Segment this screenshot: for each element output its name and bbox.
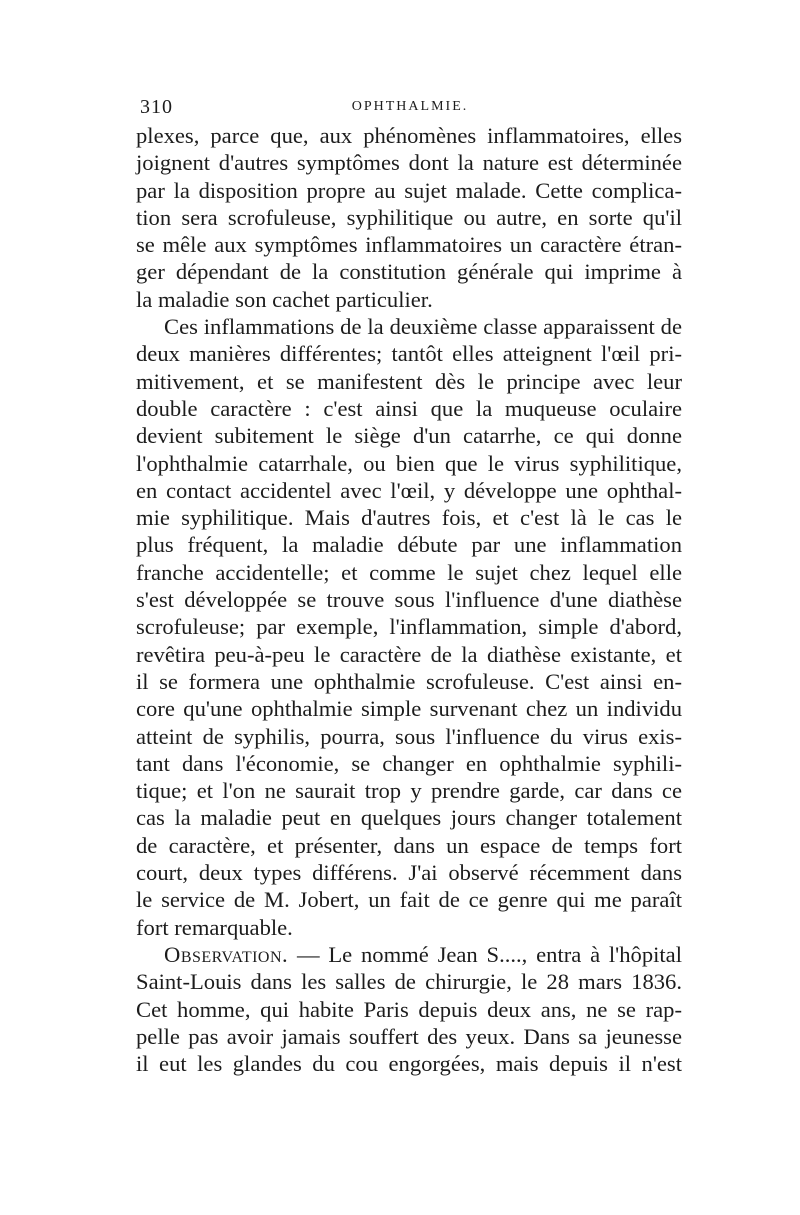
text-line: s'est développée se trouve sous l'influence d'une diathèse bbox=[136, 587, 682, 613]
text-line: il se formera une ophthalmie scrofuleuse. C'est ainsi en- bbox=[136, 668, 682, 694]
text-line: joignent d'autres symptômes dont la nature est déterminée bbox=[136, 150, 682, 176]
text-line: scrofuleuse; par exemple, l'inflammation, simple d'abord, bbox=[136, 614, 682, 640]
text-line: l'ophthalmie catarrhale, ou bien que le virus syphilitique, bbox=[136, 450, 682, 476]
text-line-rest: — Le nommé Jean S...., entra à l'hôpital bbox=[288, 941, 682, 967]
text-line: plexes, parce que, aux phénomènes inflammatoires, elles bbox=[136, 123, 682, 148]
running-title: OPHTHALMIE. bbox=[351, 99, 469, 114]
page-header bbox=[140, 96, 680, 120]
text-line: se mêle aux symptômes inflammatoires un caractère étran- bbox=[136, 232, 682, 258]
paragraph-2 bbox=[136, 313, 682, 941]
body-text bbox=[136, 122, 682, 1077]
text-line: court, deux types différens. J'ai observé récemment dans bbox=[136, 860, 682, 886]
text-line: tique; et l'on ne saurait trop y prendre garde, car dans ce bbox=[136, 778, 682, 804]
text-line: mie syphilitique. Mais d'autres fois, et c'est là le cas le bbox=[136, 505, 682, 531]
text-line: par la disposition propre au sujet malade. Cette complica- bbox=[136, 177, 682, 203]
text-line: la maladie son cachet particulier. bbox=[136, 286, 433, 312]
text-line: cas la maladie peut en quelques jours changer totalement bbox=[136, 805, 682, 831]
observation-label: Observation. bbox=[164, 941, 289, 967]
text-line bbox=[136, 941, 682, 968]
text-line: core qu'une ophthalmie simple survenant chez un individu bbox=[136, 696, 682, 722]
observation-paragraph bbox=[136, 941, 682, 1077]
text-line: mitivement, et se manifestent dès le principe avec leur bbox=[136, 368, 682, 394]
text-line: double caractère : c'est ainsi que la muqueuse oculaire bbox=[136, 395, 682, 421]
text-line: revêtira peu-à-peu le caractère de la diathèse existante, et bbox=[136, 641, 682, 667]
text-line: en contact accidentel avec l'œil, y développe une ophthal- bbox=[136, 477, 682, 503]
text-line: plus fréquent, la maladie débute par une inflammation bbox=[136, 532, 682, 558]
text-line: de caractère, et présenter, dans un espace de temps fort bbox=[136, 832, 682, 858]
text-line: deux manières différentes; tantôt elles atteignent l'œil pri- bbox=[136, 341, 682, 367]
text-line: pelle pas avoir jamais souffert des yeux. Dans sa jeunesse bbox=[136, 1023, 682, 1049]
text-line: tion sera scrofuleuse, syphilitique ou autre, en sorte qu'il bbox=[136, 204, 682, 230]
text-line: ger dépendant de la constitution générale qui imprime à bbox=[136, 259, 682, 285]
text-line: Cet homme, qui habite Paris depuis deux ans, ne se rap- bbox=[136, 996, 682, 1022]
text-line: tant dans l'économie, se changer en ophthalmie syphili- bbox=[136, 750, 682, 776]
paragraph-1 bbox=[136, 122, 682, 313]
page-number: 310 bbox=[140, 96, 173, 118]
text-line: devient subitement le siège d'un catarrhe, ce qui donne bbox=[136, 423, 682, 449]
text-line: le service de M. Jobert, un fait de ce genre qui me paraît bbox=[136, 887, 682, 913]
text-line: franche accidentelle; et comme le sujet chez lequel elle bbox=[136, 559, 682, 585]
text-line: atteint de syphilis, pourra, sous l'influence du virus exis- bbox=[136, 723, 682, 749]
text-line: Saint-Louis dans les salles de chirurgie, le 28 mars 1836. bbox=[136, 969, 682, 995]
text-line: Ces inflammations de la deuxième classe apparaissent de bbox=[164, 314, 682, 340]
text-line: il eut les glandes du cou engorgées, mais depuis il n'est bbox=[136, 1051, 682, 1077]
text-line: fort remarquable. bbox=[136, 914, 293, 940]
